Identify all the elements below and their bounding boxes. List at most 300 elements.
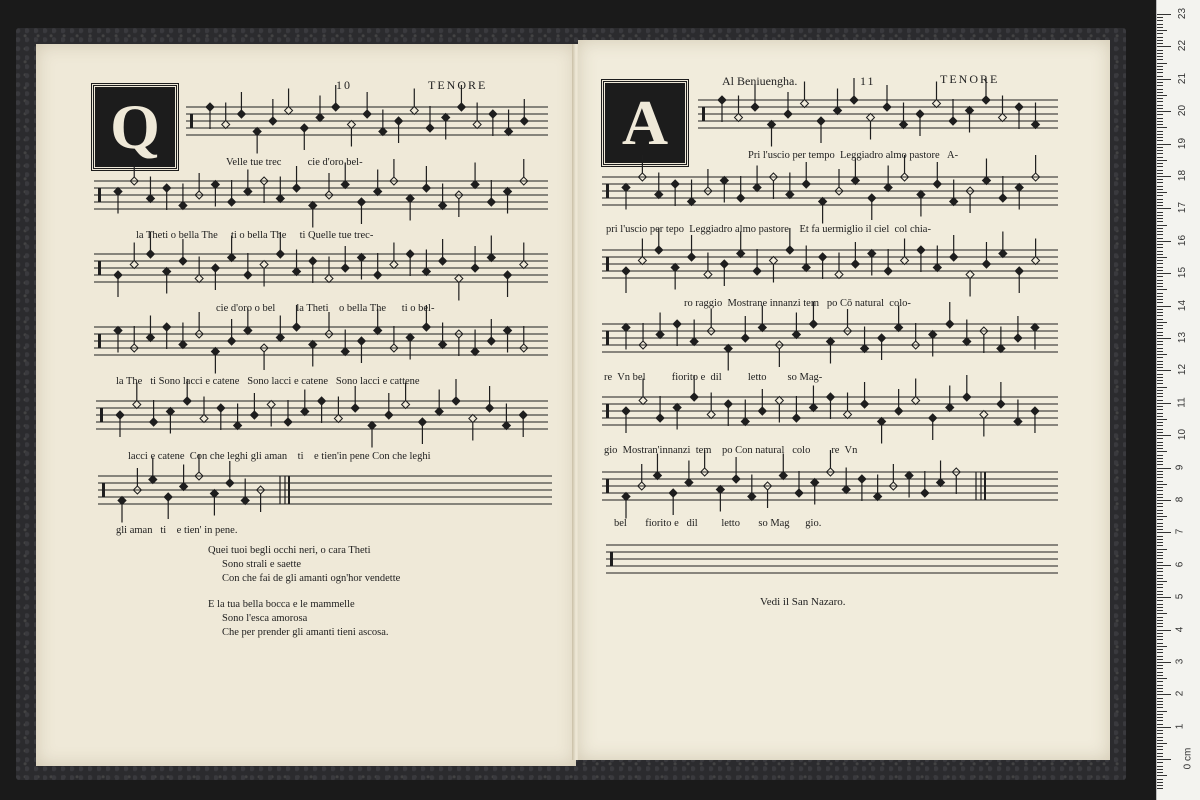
note: [114, 188, 122, 196]
ruler-minor-tick: [1157, 354, 1167, 355]
note: [195, 275, 203, 283]
ruler-number: 6: [1174, 561, 1186, 568]
note: [707, 411, 715, 419]
ruler-minor-tick: [1157, 542, 1163, 543]
clef-mark: [610, 552, 613, 566]
note: [276, 195, 284, 203]
note: [309, 257, 317, 265]
note: [720, 260, 728, 268]
note: [163, 323, 171, 331]
ruler-minor-tick: [1157, 714, 1163, 715]
ruler-minor-tick: [1157, 383, 1163, 384]
note: [704, 271, 712, 279]
verse-line: Quei tuoi begli occhi neri, o cara Theti: [208, 545, 371, 556]
note: [792, 414, 800, 422]
ruler-minor-tick: [1157, 150, 1163, 151]
note: [149, 476, 157, 484]
ruler-minor-tick: [1157, 267, 1163, 268]
ruler-minor-tick: [1157, 63, 1167, 64]
ruler-minor-tick: [1157, 604, 1163, 605]
note: [471, 348, 479, 356]
note: [469, 415, 477, 423]
ruler-number: 7: [1174, 529, 1186, 535]
clef-mark: [606, 257, 609, 271]
ruler-number: 13: [1177, 331, 1189, 344]
note: [851, 177, 859, 185]
note: [211, 181, 219, 189]
ruler-minor-tick: [1157, 257, 1167, 258]
ruler-minor-tick: [1157, 555, 1163, 556]
voice-label: TENORE: [940, 72, 1000, 86]
ruler-number: 17: [1177, 202, 1189, 214]
note: [504, 188, 512, 196]
note: [655, 246, 663, 254]
note: [638, 257, 646, 265]
ruler-minor-tick: [1157, 503, 1163, 504]
ruler-minor-tick: [1157, 170, 1163, 171]
ruler-minor-tick: [1157, 361, 1163, 362]
note: [690, 393, 698, 401]
ruler-minor-tick: [1157, 626, 1163, 627]
note: [206, 103, 214, 111]
note: [357, 198, 365, 206]
staff: [602, 375, 1058, 444]
ruler-minor-tick: [1157, 357, 1163, 358]
ruler-minor-tick: [1157, 711, 1167, 712]
ruler-minor-tick: [1157, 416, 1163, 417]
note: [487, 254, 495, 262]
ruler-minor-tick: [1157, 247, 1163, 248]
lyric-line: ro raggio Mostrane innanzi tem po Cō natural colo-: [684, 298, 911, 309]
ruler-number: 1: [1174, 723, 1186, 730]
ruler-minor-tick: [1157, 594, 1163, 595]
ruler-minor-tick: [1157, 95, 1167, 96]
ruler-minor-tick: [1157, 490, 1163, 491]
ruler-minor-tick: [1157, 319, 1163, 320]
ruler-minor-tick: [1157, 173, 1163, 174]
note: [406, 250, 414, 258]
ruler-minor-tick: [1157, 387, 1167, 388]
note: [758, 324, 766, 332]
note: [690, 338, 698, 346]
ruler-minor-tick: [1157, 652, 1163, 653]
note: [406, 195, 414, 203]
note: [439, 257, 447, 265]
ruler-minor-tick: [1157, 192, 1167, 193]
note: [917, 246, 925, 254]
ruler-minor-tick: [1157, 685, 1163, 686]
note: [748, 493, 756, 501]
ruler-minor-tick: [1157, 33, 1163, 34]
ruler-minor-tick: [1157, 270, 1163, 271]
ruler-minor-tick: [1157, 105, 1163, 106]
ruler-minor-tick: [1157, 656, 1163, 657]
ruler-minor-tick: [1157, 484, 1167, 485]
note: [166, 408, 174, 416]
note: [374, 188, 382, 196]
ruler-minor-tick: [1157, 474, 1163, 475]
ruler-minor-tick: [1157, 740, 1163, 741]
clef-mark: [98, 188, 101, 202]
note: [334, 415, 342, 423]
ruler-minor-tick: [1157, 37, 1163, 38]
ruler-minor-tick: [1157, 681, 1163, 682]
ruler-minor-tick: [1157, 668, 1163, 669]
note: [325, 275, 333, 283]
ruler-minor-tick: [1157, 335, 1163, 336]
note: [211, 264, 219, 272]
measurement-ruler: [1156, 0, 1200, 800]
note: [741, 334, 749, 342]
note: [502, 422, 510, 430]
note: [269, 117, 277, 125]
note: [802, 180, 810, 188]
ruler-minor-tick: [1157, 238, 1163, 239]
note: [861, 345, 869, 353]
note: [671, 264, 679, 272]
note: [118, 497, 126, 505]
note: [293, 323, 301, 331]
note: [656, 414, 664, 422]
ruler-minor-tick: [1157, 438, 1163, 439]
note: [332, 103, 340, 111]
ruler-minor-tick: [1157, 72, 1163, 73]
note: [688, 253, 696, 261]
note: [504, 271, 512, 279]
ruler-minor-tick: [1157, 623, 1163, 624]
note: [999, 194, 1007, 202]
note: [1031, 324, 1039, 332]
note: [504, 327, 512, 335]
note: [163, 184, 171, 192]
note: [817, 117, 825, 125]
ruler-minor-tick: [1157, 432, 1163, 433]
note: [318, 397, 326, 405]
ruler-tick: [1157, 144, 1171, 145]
ruler-minor-tick: [1157, 315, 1163, 316]
ruler-tick: [1157, 306, 1171, 307]
ruler-minor-tick: [1157, 455, 1163, 456]
ruler-minor-tick: [1157, 182, 1163, 183]
ruler-minor-tick: [1157, 157, 1163, 158]
note: [1014, 334, 1022, 342]
note: [164, 493, 172, 501]
ruler-minor-tick: [1157, 20, 1163, 21]
ruler-minor-tick: [1157, 344, 1163, 345]
note: [937, 479, 945, 487]
ruler-minor-tick: [1157, 351, 1163, 352]
lyric-line: la The ti Sono lacci e catene Sono lacci e catene Sono lacci e cattene: [116, 376, 420, 387]
note: [819, 198, 827, 206]
note: [211, 348, 219, 356]
right-page: [578, 40, 1110, 760]
ruler-tick: [1157, 208, 1171, 209]
ruler-minor-tick: [1157, 633, 1163, 634]
note: [802, 264, 810, 272]
ruler-minor-tick: [1157, 733, 1163, 734]
note: [267, 401, 275, 409]
note: [982, 96, 990, 104]
staff: [606, 545, 1058, 573]
note: [622, 493, 630, 501]
ruler-minor-tick: [1157, 121, 1163, 122]
lyric-line: cie d'oro o bel la Theti o bella The ti o bel-: [216, 303, 435, 314]
verse-stanza-1: [208, 544, 400, 586]
ruler-minor-tick: [1157, 678, 1167, 679]
note: [867, 114, 875, 122]
ruler-minor-tick: [1157, 688, 1163, 689]
ruler-minor-tick: [1157, 393, 1163, 394]
ruler-minor-tick: [1157, 785, 1163, 786]
note: [179, 202, 187, 210]
ruler-tick: [1157, 565, 1171, 566]
note: [999, 114, 1007, 122]
ruler-minor-tick: [1157, 464, 1163, 465]
ruler-number: 0 cm: [1182, 747, 1194, 770]
ruler-minor-tick: [1157, 639, 1163, 640]
note: [244, 271, 252, 279]
note: [1015, 267, 1023, 275]
note: [357, 254, 365, 262]
ruler-minor-tick: [1157, 497, 1163, 498]
clef-mark: [606, 404, 609, 418]
ruler-minor-tick: [1157, 199, 1163, 200]
ruler-minor-tick: [1157, 552, 1163, 553]
ruler-minor-tick: [1157, 743, 1167, 744]
verse-line: Con che fai de gli amanti ogn'hor vendette: [222, 573, 401, 584]
ruler-number: 18: [1177, 169, 1189, 182]
note: [341, 348, 349, 356]
note: [422, 323, 430, 331]
ruler-minor-tick: [1157, 53, 1163, 54]
ruler-minor-tick: [1157, 205, 1163, 206]
ruler-minor-tick: [1157, 649, 1163, 650]
note: [442, 114, 450, 122]
ruler-minor-tick: [1157, 27, 1163, 28]
note: [809, 320, 817, 328]
lyric-line: Pri l'uscio per tempo Leggiadro almo pastore A-: [748, 150, 959, 161]
note: [673, 404, 681, 412]
ruler-minor-tick: [1157, 118, 1163, 119]
ruler-minor-tick: [1157, 40, 1163, 41]
note: [795, 489, 803, 497]
note: [858, 475, 866, 483]
note: [241, 497, 249, 505]
ruler-number: 23: [1177, 7, 1189, 20]
note: [250, 411, 258, 419]
note: [753, 267, 761, 275]
note: [150, 418, 158, 426]
note: [519, 411, 527, 419]
note: [997, 345, 1005, 353]
note: [786, 191, 794, 199]
ruler-number: 11: [1176, 397, 1188, 408]
note: [622, 184, 630, 192]
note: [402, 401, 410, 409]
ruler-tick: [1157, 403, 1171, 404]
ruler-minor-tick: [1157, 302, 1163, 303]
note: [114, 327, 122, 335]
note: [655, 191, 663, 199]
note: [374, 271, 382, 279]
note: [724, 400, 732, 408]
note: [486, 404, 494, 412]
note: [735, 114, 743, 122]
voice-label: TENORE: [428, 78, 488, 92]
note: [737, 250, 745, 258]
ruler-minor-tick: [1157, 325, 1163, 326]
note: [669, 489, 677, 497]
ruler-minor-tick: [1157, 413, 1163, 414]
ruler-minor-tick: [1157, 591, 1163, 592]
ruler-minor-tick: [1157, 134, 1163, 135]
note: [622, 407, 630, 415]
ruler-minor-tick: [1157, 425, 1163, 426]
note: [406, 334, 414, 342]
ruler-minor-tick: [1157, 43, 1163, 44]
ruler-minor-tick: [1157, 312, 1163, 313]
note: [946, 404, 954, 412]
ruler-tick: [1157, 468, 1171, 469]
note: [237, 110, 245, 118]
note: [146, 195, 154, 203]
note: [374, 327, 382, 335]
decorated-initial-a: A: [602, 80, 688, 166]
ruler-minor-tick: [1157, 231, 1163, 232]
note: [751, 103, 759, 111]
note: [874, 493, 882, 501]
ruler-minor-tick: [1157, 30, 1167, 31]
ruler-minor-tick: [1157, 620, 1163, 621]
ruler-minor-tick: [1157, 448, 1163, 449]
note: [718, 96, 726, 104]
note: [921, 489, 929, 497]
ruler-minor-tick: [1157, 377, 1163, 378]
note: [622, 324, 630, 332]
note: [183, 397, 191, 405]
ruler-minor-tick: [1157, 299, 1163, 300]
ruler-minor-tick: [1157, 788, 1163, 789]
ruler-number: 2: [1174, 691, 1186, 697]
ruler-minor-tick: [1157, 730, 1163, 731]
note: [505, 128, 513, 136]
ruler-minor-tick: [1157, 69, 1163, 70]
ruler-minor-tick: [1157, 50, 1163, 51]
ruler-minor-tick: [1157, 82, 1163, 83]
note: [234, 422, 242, 430]
note: [901, 257, 909, 265]
ruler-minor-tick: [1157, 539, 1163, 540]
note: [390, 261, 398, 269]
ruler-minor-tick: [1157, 545, 1163, 546]
note: [146, 334, 154, 342]
ruler-minor-tick: [1157, 536, 1163, 537]
note: [801, 100, 809, 108]
ruler-minor-tick: [1157, 506, 1163, 507]
note: [301, 408, 309, 416]
ruler-minor-tick: [1157, 108, 1163, 109]
note: [293, 268, 301, 276]
ruler-tick: [1157, 46, 1171, 47]
ruler-minor-tick: [1157, 293, 1163, 294]
note: [775, 397, 783, 405]
ruler-minor-tick: [1157, 720, 1163, 721]
ruler-minor-tick: [1157, 254, 1163, 255]
ruler-number: 12: [1177, 364, 1189, 376]
note: [966, 107, 974, 115]
poet-credit: Vedi il San Nazaro.: [760, 596, 846, 608]
staff: [602, 155, 1058, 224]
ruler-minor-tick: [1157, 558, 1163, 559]
ruler-minor-tick: [1157, 186, 1163, 187]
note: [341, 181, 349, 189]
ruler-minor-tick: [1157, 782, 1163, 783]
note: [179, 257, 187, 265]
ruler-minor-tick: [1157, 221, 1163, 222]
note: [835, 271, 843, 279]
lyric-line: re Vn bel fiorito e dil letto so Mag-: [604, 372, 823, 383]
ruler-minor-tick: [1157, 234, 1163, 235]
note: [276, 250, 284, 258]
ruler-minor-tick: [1157, 263, 1163, 264]
ruler-minor-tick: [1157, 587, 1163, 588]
ruler-tick: [1157, 597, 1171, 598]
note: [905, 472, 913, 480]
note: [895, 407, 903, 415]
lyric-line: Velle tue trec cie d'oro bel-: [226, 157, 363, 168]
ruler-minor-tick: [1157, 114, 1163, 115]
clef-mark: [702, 107, 705, 121]
ruler-minor-tick: [1157, 513, 1163, 514]
note: [997, 400, 1005, 408]
note: [963, 338, 971, 346]
note: [439, 341, 447, 349]
clef-mark: [100, 408, 103, 422]
ruler-tick: [1157, 759, 1171, 760]
note: [753, 184, 761, 192]
ruler-number: 3: [1174, 658, 1186, 665]
note: [950, 198, 958, 206]
note: [520, 117, 528, 125]
note: [363, 110, 371, 118]
staff: [96, 379, 548, 448]
ruler-minor-tick: [1157, 756, 1163, 757]
ruler-minor-tick: [1157, 179, 1163, 180]
ruler-minor-tick: [1157, 218, 1163, 219]
ruler-tick: [1157, 111, 1171, 112]
note: [130, 261, 138, 269]
clef-mark: [98, 261, 101, 275]
ruler-number: 20: [1177, 105, 1189, 117]
ruler-minor-tick: [1157, 691, 1163, 692]
note: [916, 110, 924, 118]
ruler-minor-tick: [1157, 400, 1163, 401]
note: [769, 257, 777, 265]
ruler-minor-tick: [1157, 328, 1163, 329]
note: [452, 397, 460, 405]
ruler-minor-tick: [1157, 24, 1163, 25]
ruler-minor-tick: [1157, 89, 1163, 90]
ruler-minor-tick: [1157, 646, 1167, 647]
ruler-tick: [1157, 727, 1171, 728]
note: [471, 181, 479, 189]
ruler-minor-tick: [1157, 519, 1163, 520]
clef-mark: [190, 114, 193, 128]
note: [284, 418, 292, 426]
ruler-minor-tick: [1157, 717, 1163, 718]
lyric-line: bel fiorito e dil letto so Mag gio.: [614, 518, 822, 529]
lyric-line: gli aman ti e tien' in pene.: [116, 525, 238, 536]
